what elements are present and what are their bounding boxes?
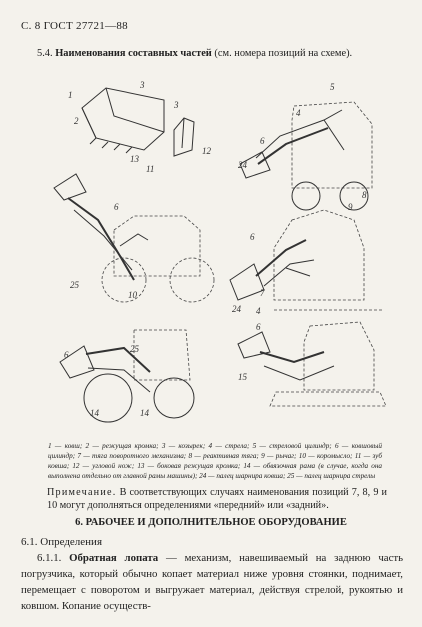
label-14b: 14 [140,408,149,418]
label-13: 13 [130,154,139,164]
section-6-1-1 [21,550,403,614]
label-15: 15 [238,372,247,382]
label-3: 3 [140,80,145,90]
label-12: 12 [202,146,211,156]
label-6a: 6 [260,136,265,146]
label-6e: 6 [256,322,261,332]
loader-schematic-figure [24,80,400,435]
section-5-4-title: Наименования составных частей [55,48,212,59]
section-6-1-1-number: 6.1.1. [37,552,62,564]
section-6-1-1-term: Обратная лопата [69,552,159,564]
label-6b: 6 [114,202,119,212]
note [47,487,387,512]
page-header: С. 8 ГОСТ 27721—88 [21,20,128,32]
label-24a: 24 [238,160,247,170]
note-text: В соответствующих случаях наименования позиций 7, 8, 9 и 10 могут дополняться определениями «передний» или «задний». [47,487,388,511]
label-2: 2 [74,116,79,126]
label-6d: 6 [64,350,69,360]
section-6-heading: 6. РАБОЧЕЕ И ДОПОЛНИТЕЛЬНОЕ ОБОРУДОВАНИЕ [75,517,347,528]
label-4b: 4 [256,306,261,316]
note-label: Примечание. [47,487,117,498]
label-5: 5 [330,82,335,92]
label-24b: 24 [232,304,241,314]
front-loader-lowered-drawing [230,210,384,310]
label-7: 7 [260,288,265,298]
section-5-4-rest: (см. номера позиций на схеме). [214,48,353,59]
label-6c: 6 [250,232,255,242]
figure-caption: 1 — ковш; 2 — режущая кромка; 3 — козырек; 4 — стрела; 5 — стреловой цилиндр; 6 — ковшовый цилиндр; 7 — тяга поворотного механизма; 8 — реактивная тяга; 9 — рычаг; 10 — коромысло; 11 — зуб ковша; 12 — угловой нож; 13 — боковая режущая кромка; 14 — обвязочная рама (в случае, когда она выполнена отдельно от главной рамы машины); 24 — палец шарнира ковша; 25 — палец шарнира стрелы [48,442,382,480]
section-6-1-1-text: — механизм, навешиваемый на заднюю часть погрузчика, который обычно копает материал ниже уровня стоянки, поднимает, перемещает с поворотом и выгружает материал, действуя стрелой, рукоятью и ковшом. Копание осуществ- [21,552,404,612]
label-3b: 3 [174,100,179,110]
label-9: 9 [348,202,353,212]
skid-loader-drawing [240,102,372,210]
label-11: 11 [146,164,155,174]
crawler-loader-drawing [238,322,386,406]
bucket-parts-drawing [82,88,194,156]
section-5-4 [21,46,403,61]
label-10: 10 [128,290,137,300]
tractor-loader-drawing [60,330,194,422]
section-6-1-heading: 6.1. Определения [21,536,103,548]
label-4: 4 [296,108,301,118]
label-25a: 25 [70,280,79,290]
section-5-4-number: 5.4. [37,48,53,59]
label-25b: 25 [130,344,139,354]
label-14a: 14 [90,408,99,418]
label-1: 1 [68,90,73,100]
label-8: 8 [362,190,367,200]
